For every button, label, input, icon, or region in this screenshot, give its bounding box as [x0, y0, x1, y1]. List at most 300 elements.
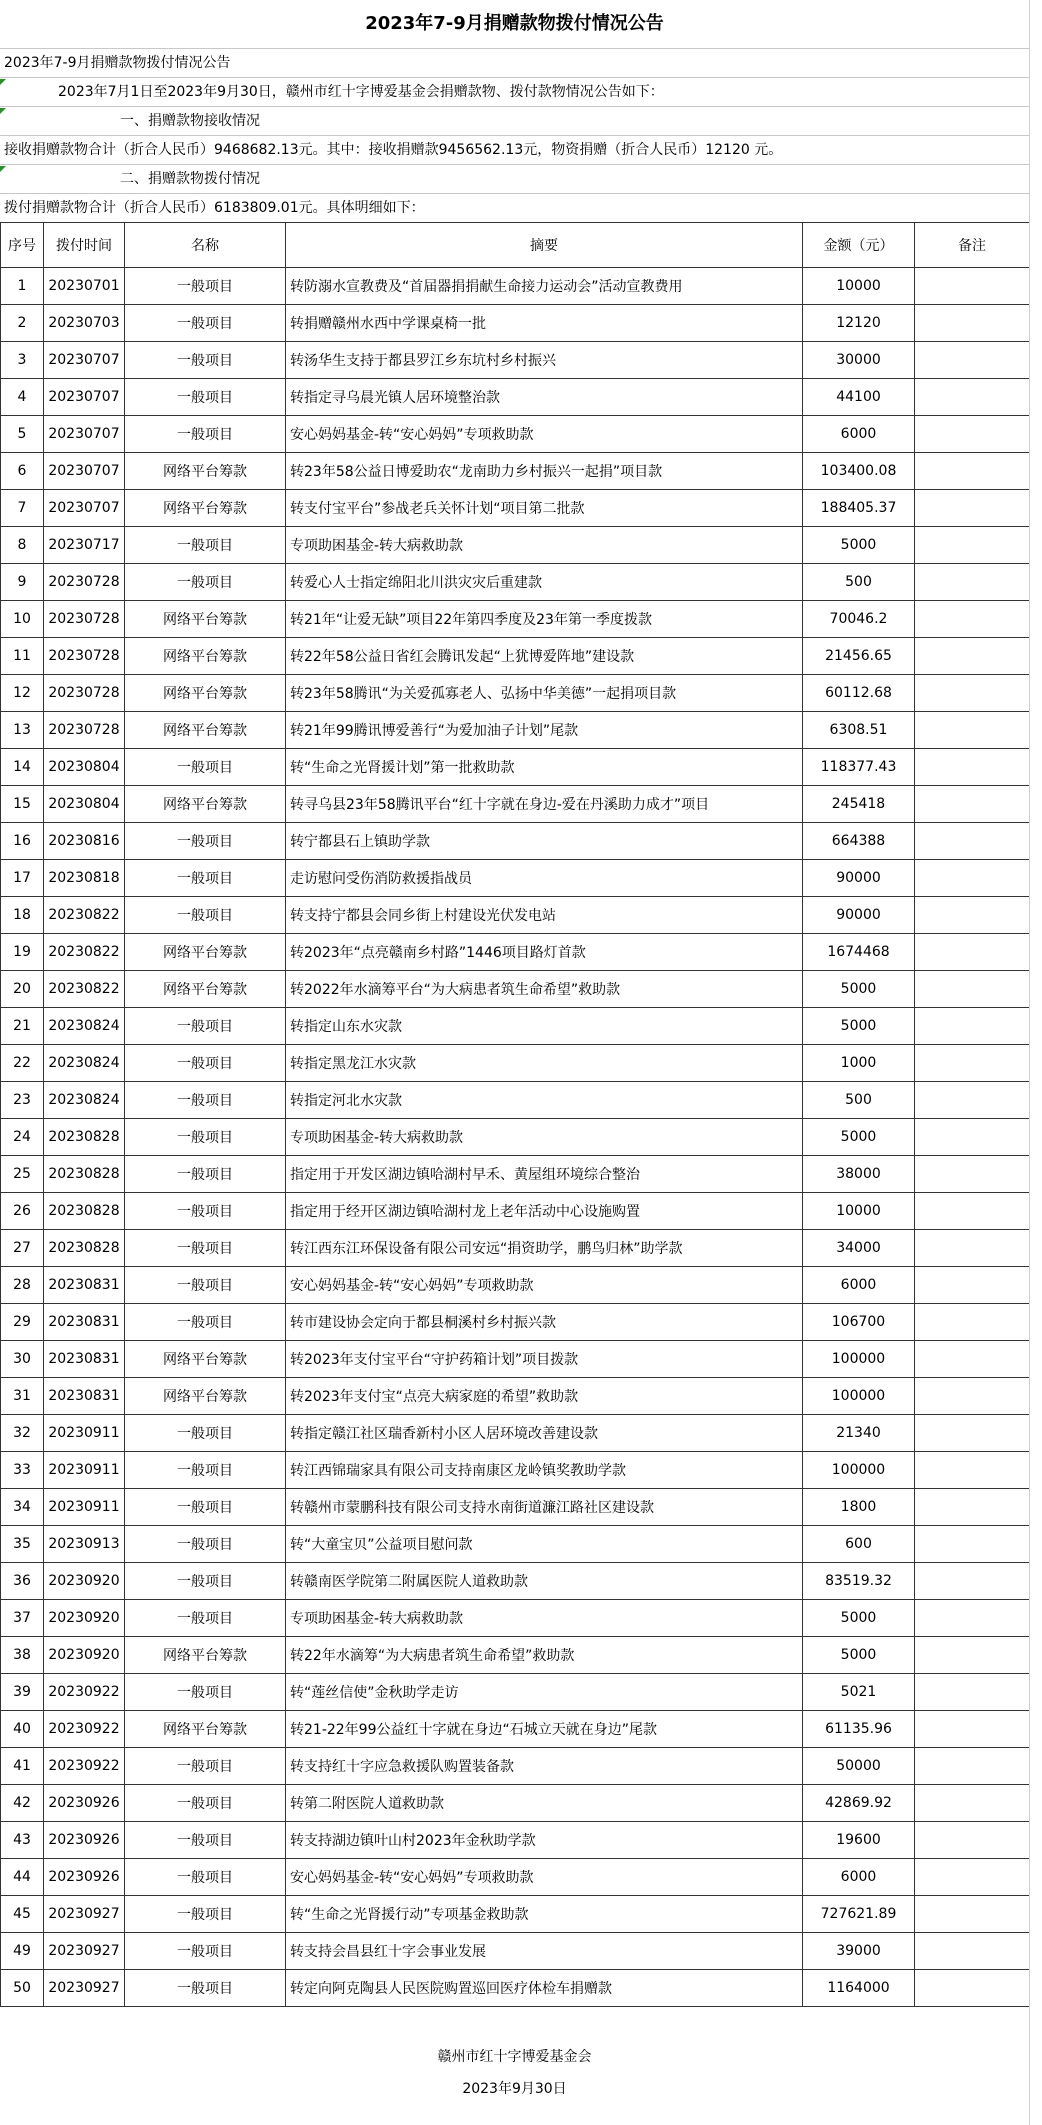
cell-index: 36	[1, 1563, 44, 1600]
cell-summary: 转江西锦瑞家具有限公司支持南康区龙岭镇奖教助学款	[286, 1452, 803, 1489]
cell-summary: 转寻乌县23年58腾讯平台“红十字就在身边-爱在丹溪助力成才”项目	[286, 786, 803, 823]
cell-name: 一般项目	[125, 823, 286, 860]
cell-summary: 转赣南医学院第二附属医院人道救助款	[286, 1563, 803, 1600]
cell-amount: 6000	[803, 1859, 915, 1896]
cell-index: 45	[1, 1896, 44, 1933]
cell-summary: 转2023年支付宝平台“守护药箱计划”项目拨款	[286, 1341, 803, 1378]
cell-amount: 50000	[803, 1748, 915, 1785]
cell-index: 29	[1, 1304, 44, 1341]
cell-amount: 44100	[803, 379, 915, 416]
cell-date: 20230717	[44, 527, 125, 564]
cell-summary: 转指定山东水灾款	[286, 1008, 803, 1045]
cell-name: 一般项目	[125, 342, 286, 379]
table-row	[1, 1082, 1030, 1119]
table-row	[1, 342, 1030, 379]
cell-summary: 转指定河北水灾款	[286, 1082, 803, 1119]
table-row	[1, 971, 1030, 1008]
cell-date: 20230927	[44, 1933, 125, 1970]
cell-date: 20230707	[44, 342, 125, 379]
cell-summary: 转支持宁都县会同乡街上村建设光伏发电站	[286, 897, 803, 934]
cell-summary: 专项助困基金-转大病救助款	[286, 527, 803, 564]
cell-amount: 1000	[803, 1045, 915, 1082]
cell-amount: 103400.08	[803, 453, 915, 490]
cell-index: 13	[1, 712, 44, 749]
cell-date: 20230816	[44, 823, 125, 860]
cell-amount: 5021	[803, 1674, 915, 1711]
cell-index: 6	[1, 453, 44, 490]
cell-summary: 安心妈妈基金-转“安心妈妈”专项救助款	[286, 1267, 803, 1304]
table-row	[1, 1822, 1030, 1859]
cell-name: 网络平台筹款	[125, 490, 286, 527]
cell-remark	[915, 1489, 1030, 1526]
table-row	[1, 268, 1030, 305]
cell-index: 18	[1, 897, 44, 934]
cell-name: 一般项目	[125, 1600, 286, 1637]
cell-remark	[915, 823, 1030, 860]
cell-remark	[915, 1526, 1030, 1563]
cell-summary: 转2022年水滴筹平台“为大病患者筑生命希望”救助款	[286, 971, 803, 1008]
cell-remark	[915, 1230, 1030, 1267]
table-row	[1, 1452, 1030, 1489]
cell-remark	[915, 379, 1030, 416]
cell-summary: 安心妈妈基金-转“安心妈妈”专项救助款	[286, 1859, 803, 1896]
cell-summary: 专项助困基金-转大病救助款	[286, 1119, 803, 1156]
cell-date: 20230828	[44, 1119, 125, 1156]
table-row	[1, 490, 1030, 527]
cell-name: 一般项目	[125, 1193, 286, 1230]
cell-date: 20230828	[44, 1230, 125, 1267]
cell-remark	[915, 1415, 1030, 1452]
table-row	[1, 1859, 1030, 1896]
cell-remark	[915, 1748, 1030, 1785]
cell-amount: 5000	[803, 1600, 915, 1637]
cell-amount: 1164000	[803, 1970, 915, 2007]
cell-summary: 转21年“让爱无缺”项目22年第四季度及23年第一季度拨款	[286, 601, 803, 638]
cell-amount: 106700	[803, 1304, 915, 1341]
table-row	[1, 1970, 1030, 2007]
cell-name: 网络平台筹款	[125, 1637, 286, 1674]
sheet-right-margin	[1029, 0, 1042, 2125]
subtitle-text: 2023年7-9月捐赠款物拨付情况公告	[4, 55, 231, 71]
cell-name: 网络平台筹款	[125, 712, 286, 749]
cell-date: 20230701	[44, 268, 125, 305]
cell-remark	[915, 527, 1030, 564]
cell-name: 一般项目	[125, 1822, 286, 1859]
table-row	[1, 379, 1030, 416]
cell-remark	[915, 1045, 1030, 1082]
header-remark: 备注	[915, 223, 1030, 268]
cell-summary: 转汤华生支持于都县罗江乡东坑村乡村振兴	[286, 342, 803, 379]
cell-amount: 61135.96	[803, 1711, 915, 1748]
cell-date: 20230707	[44, 379, 125, 416]
subtitle-line	[0, 49, 1029, 78]
cell-date: 20230728	[44, 712, 125, 749]
cell-index: 22	[1, 1045, 44, 1082]
cell-index: 39	[1, 1674, 44, 1711]
cell-summary: 转爱心人士指定绵阳北川洪灾灾后重建款	[286, 564, 803, 601]
cell-index: 23	[1, 1082, 44, 1119]
cell-date: 20230822	[44, 934, 125, 971]
cell-date: 20230831	[44, 1341, 125, 1378]
header-amount: 金额（元）	[803, 223, 915, 268]
cell-name: 一般项目	[125, 897, 286, 934]
cell-name: 一般项目	[125, 564, 286, 601]
cell-summary: 转“生命之光肾援行动”专项基金救助款	[286, 1896, 803, 1933]
cell-summary: 转“大童宝贝”公益项目慰问款	[286, 1526, 803, 1563]
cell-index: 35	[1, 1526, 44, 1563]
table-row	[1, 1711, 1030, 1748]
cell-name: 网络平台筹款	[125, 638, 286, 675]
cell-amount: 19600	[803, 1822, 915, 1859]
cell-amount: 21340	[803, 1415, 915, 1452]
cell-summary: 转支持会昌县红十字会事业发展	[286, 1933, 803, 1970]
table-row	[1, 1526, 1030, 1563]
table-row	[1, 1896, 1030, 1933]
cell-index: 40	[1, 1711, 44, 1748]
cell-name: 一般项目	[125, 416, 286, 453]
cell-amount: 10000	[803, 1193, 915, 1230]
receipt-summary-line	[0, 136, 1029, 165]
cell-remark	[915, 934, 1030, 971]
table-row	[1, 1785, 1030, 1822]
cell-index: 44	[1, 1859, 44, 1896]
cell-remark	[915, 268, 1030, 305]
cell-remark	[915, 1341, 1030, 1378]
header-date: 拨付时间	[44, 223, 125, 268]
cell-summary: 转21年99腾讯博爱善行“为爱加油子计划”尾款	[286, 712, 803, 749]
table-row	[1, 675, 1030, 712]
cell-name: 一般项目	[125, 749, 286, 786]
cell-remark	[915, 1304, 1030, 1341]
cell-name: 一般项目	[125, 305, 286, 342]
cell-name: 一般项目	[125, 1489, 286, 1526]
header-index: 序号	[1, 223, 44, 268]
cell-index: 15	[1, 786, 44, 823]
table-row	[1, 1415, 1030, 1452]
cell-amount: 6000	[803, 1267, 915, 1304]
cell-index: 14	[1, 749, 44, 786]
cell-amount: 10000	[803, 268, 915, 305]
cell-date: 20230728	[44, 564, 125, 601]
cell-date: 20230707	[44, 416, 125, 453]
table-row	[1, 527, 1030, 564]
table-row	[1, 823, 1030, 860]
intro-line	[0, 78, 1029, 107]
table-row	[1, 749, 1030, 786]
cell-name: 网络平台筹款	[125, 453, 286, 490]
cell-name: 一般项目	[125, 1785, 286, 1822]
table-row	[1, 453, 1030, 490]
cell-amount: 90000	[803, 860, 915, 897]
cell-name: 网络平台筹款	[125, 601, 286, 638]
cell-name: 一般项目	[125, 1896, 286, 1933]
table-row	[1, 1637, 1030, 1674]
disbursement-summary-text: 拨付捐赠款物合计（折合人民币）6183809.01元。具体明细如下：	[4, 200, 425, 216]
cell-name: 一般项目	[125, 1045, 286, 1082]
cell-date: 20230828	[44, 1156, 125, 1193]
cell-name: 一般项目	[125, 1933, 286, 1970]
table-row	[1, 1267, 1030, 1304]
cell-date: 20230922	[44, 1748, 125, 1785]
cell-date: 20230822	[44, 971, 125, 1008]
cell-index: 16	[1, 823, 44, 860]
cell-amount: 188405.37	[803, 490, 915, 527]
cell-index: 12	[1, 675, 44, 712]
table-row	[1, 1933, 1030, 1970]
cell-index: 27	[1, 1230, 44, 1267]
cell-index: 31	[1, 1378, 44, 1415]
cell-remark	[915, 1859, 1030, 1896]
cell-date: 20230920	[44, 1637, 125, 1674]
cell-summary: 转2023年支付宝“点亮大病家庭的希望”救助款	[286, 1378, 803, 1415]
cell-remark	[915, 490, 1030, 527]
section-heading-text: 二、捐赠款物拨付情况	[120, 171, 260, 187]
table-body	[1, 268, 1030, 2007]
cell-remark	[915, 897, 1030, 934]
cell-date: 20230911	[44, 1452, 125, 1489]
cell-remark	[915, 1637, 1030, 1674]
cell-summary: 转“生命之光肾援计划”第一批救助款	[286, 749, 803, 786]
cell-index: 25	[1, 1156, 44, 1193]
cell-date: 20230911	[44, 1489, 125, 1526]
cell-name: 网络平台筹款	[125, 934, 286, 971]
cell-amount: 1674468	[803, 934, 915, 971]
cell-remark	[915, 749, 1030, 786]
cell-date: 20230913	[44, 1526, 125, 1563]
table-row	[1, 1156, 1030, 1193]
cell-amount: 6308.51	[803, 712, 915, 749]
cell-amount: 60112.68	[803, 675, 915, 712]
cell-amount: 5000	[803, 1637, 915, 1674]
cell-remark	[915, 416, 1030, 453]
table-row	[1, 1341, 1030, 1378]
cell-name: 一般项目	[125, 1230, 286, 1267]
intro-text: 2023年7月1日至2023年9月30日，赣州市红十字博爱基金会捐赠款物、拨付款物情况公告如下：	[58, 84, 664, 100]
cell-name: 一般项目	[125, 1526, 286, 1563]
cell-name: 网络平台筹款	[125, 1378, 286, 1415]
cell-summary: 转“莲丝信使”金秋助学走访	[286, 1674, 803, 1711]
cell-date: 20230818	[44, 860, 125, 897]
cell-index: 32	[1, 1415, 44, 1452]
cell-summary: 转2023年“点亮赣南乡村路”1446项目路灯首款	[286, 934, 803, 971]
table-row	[1, 1193, 1030, 1230]
cell-amount: 5000	[803, 1008, 915, 1045]
table-row	[1, 1045, 1030, 1082]
cell-amount: 664388	[803, 823, 915, 860]
cell-remark	[915, 1452, 1030, 1489]
cell-summary: 专项助困基金-转大病救助款	[286, 1600, 803, 1637]
cell-summary: 转22年58公益日省红会腾讯发起“上犹博爱阵地”建设款	[286, 638, 803, 675]
cell-date: 20230831	[44, 1267, 125, 1304]
table-row	[1, 638, 1030, 675]
cell-remark	[915, 971, 1030, 1008]
table-row	[1, 897, 1030, 934]
cell-remark	[915, 1933, 1030, 1970]
cell-index: 11	[1, 638, 44, 675]
cell-date: 20230728	[44, 675, 125, 712]
cell-name: 一般项目	[125, 1674, 286, 1711]
cell-remark	[915, 860, 1030, 897]
cell-date: 20230703	[44, 305, 125, 342]
cell-index: 9	[1, 564, 44, 601]
cell-amount: 34000	[803, 1230, 915, 1267]
cell-amount: 42869.92	[803, 1785, 915, 1822]
cell-remark	[915, 638, 1030, 675]
disbursement-summary-line	[0, 194, 1029, 222]
cell-summary: 转捐赠赣州水西中学课桌椅一批	[286, 305, 803, 342]
cell-index: 42	[1, 1785, 44, 1822]
cell-date: 20230927	[44, 1896, 125, 1933]
cell-date: 20230922	[44, 1674, 125, 1711]
cell-date: 20230707	[44, 490, 125, 527]
cell-name: 一般项目	[125, 1156, 286, 1193]
cell-index: 30	[1, 1341, 44, 1378]
cell-index: 49	[1, 1933, 44, 1970]
cell-index: 7	[1, 490, 44, 527]
cell-name: 一般项目	[125, 527, 286, 564]
cell-remark	[915, 342, 1030, 379]
cell-date: 20230707	[44, 453, 125, 490]
cell-summary: 安心妈妈基金-转“安心妈妈”专项救助款	[286, 416, 803, 453]
table-row	[1, 1008, 1030, 1045]
header-summary: 摘要	[286, 223, 803, 268]
cell-index: 41	[1, 1748, 44, 1785]
table-row	[1, 1378, 1030, 1415]
table-row	[1, 564, 1030, 601]
cell-remark	[915, 1156, 1030, 1193]
cell-remark	[915, 601, 1030, 638]
cell-summary: 转指定赣江社区瑞香新村小区人居环境改善建设款	[286, 1415, 803, 1452]
cell-amount: 6000	[803, 416, 915, 453]
cell-date: 20230911	[44, 1415, 125, 1452]
cell-remark	[915, 1970, 1030, 2007]
cell-summary: 转市建设协会定向于都县桐溪村乡村振兴款	[286, 1304, 803, 1341]
cell-note-marker	[0, 166, 6, 172]
cell-remark	[915, 1711, 1030, 1748]
table-row	[1, 305, 1030, 342]
page-title: 2023年7-9月捐赠款物拨付情况公告	[0, 0, 1029, 49]
cell-summary: 转第二附医院人道救助款	[286, 1785, 803, 1822]
cell-index: 33	[1, 1452, 44, 1489]
cell-date: 20230831	[44, 1304, 125, 1341]
cell-index: 2	[1, 305, 44, 342]
cell-index: 34	[1, 1489, 44, 1526]
receipt-summary-text: 接收捐赠款物合计（折合人民币）9468682.13元。其中：接收捐赠款9456562.13元，物资捐赠（折合人民币）12120 元。	[4, 142, 783, 158]
cell-remark	[915, 786, 1030, 823]
cell-amount: 90000	[803, 897, 915, 934]
cell-name: 网络平台筹款	[125, 675, 286, 712]
cell-date: 20230824	[44, 1082, 125, 1119]
cell-summary: 指定用于开发区湖边镇哈湖村早禾、黄屋组环境综合整治	[286, 1156, 803, 1193]
cell-date: 20230920	[44, 1563, 125, 1600]
cell-amount: 245418	[803, 786, 915, 823]
cell-remark	[915, 1600, 1030, 1637]
cell-amount: 12120	[803, 305, 915, 342]
cell-date: 20230926	[44, 1859, 125, 1896]
cell-index: 21	[1, 1008, 44, 1045]
cell-amount: 38000	[803, 1156, 915, 1193]
cell-index: 5	[1, 416, 44, 453]
cell-amount: 100000	[803, 1452, 915, 1489]
cell-date: 20230824	[44, 1045, 125, 1082]
cell-index: 8	[1, 527, 44, 564]
cell-name: 网络平台筹款	[125, 1711, 286, 1748]
cell-summary: 转支持红十字应急救援队购置装备款	[286, 1748, 803, 1785]
cell-name: 一般项目	[125, 860, 286, 897]
section-heading-disbursement	[0, 165, 1029, 194]
cell-amount: 21456.65	[803, 638, 915, 675]
cell-amount: 5000	[803, 1119, 915, 1156]
cell-summary: 转定向阿克陶县人民医院购置巡回医疗体检车捐赠款	[286, 1970, 803, 2007]
cell-name: 一般项目	[125, 1970, 286, 2007]
footer-date: 2023年9月30日	[462, 2081, 567, 2097]
cell-date: 20230804	[44, 786, 125, 823]
cell-remark	[915, 1378, 1030, 1415]
cell-note-marker	[0, 79, 6, 85]
cell-name: 一般项目	[125, 1859, 286, 1896]
table-row	[1, 860, 1030, 897]
cell-remark	[915, 1563, 1030, 1600]
cell-amount: 1800	[803, 1489, 915, 1526]
cell-name: 一般项目	[125, 1008, 286, 1045]
cell-summary: 转支付宝平台”参战老兵关怀计划“项目第二批款	[286, 490, 803, 527]
cell-name: 一般项目	[125, 1304, 286, 1341]
cell-amount: 100000	[803, 1341, 915, 1378]
cell-remark	[915, 1896, 1030, 1933]
cell-name: 一般项目	[125, 1082, 286, 1119]
table-row	[1, 1674, 1030, 1711]
disbursement-table	[0, 222, 1030, 2007]
cell-index: 1	[1, 268, 44, 305]
cell-remark	[915, 453, 1030, 490]
section-heading-text: 一、捐赠款物接收情况	[120, 113, 260, 129]
cell-index: 37	[1, 1600, 44, 1637]
cell-summary: 转江西东江环保设备有限公司安远“捐资助学，鹏鸟归林”助学款	[286, 1230, 803, 1267]
cell-date: 20230828	[44, 1193, 125, 1230]
cell-name: 一般项目	[125, 1563, 286, 1600]
cell-date: 20230804	[44, 749, 125, 786]
cell-amount: 39000	[803, 1933, 915, 1970]
cell-summary: 指定用于经开区湖边镇哈湖村龙上老年活动中心设施购置	[286, 1193, 803, 1230]
cell-index: 10	[1, 601, 44, 638]
cell-summary: 转宁都县石上镇助学款	[286, 823, 803, 860]
cell-remark	[915, 712, 1030, 749]
cell-remark	[915, 1822, 1030, 1859]
cell-remark	[915, 1119, 1030, 1156]
table-row	[1, 1304, 1030, 1341]
cell-amount: 727621.89	[803, 1896, 915, 1933]
cell-name: 一般项目	[125, 1267, 286, 1304]
cell-remark	[915, 1082, 1030, 1119]
cell-index: 26	[1, 1193, 44, 1230]
cell-date: 20230920	[44, 1600, 125, 1637]
cell-amount: 500	[803, 564, 915, 601]
cell-amount: 83519.32	[803, 1563, 915, 1600]
cell-remark	[915, 1674, 1030, 1711]
cell-name: 一般项目	[125, 1452, 286, 1489]
cell-note-marker	[0, 108, 6, 114]
cell-amount: 118377.43	[803, 749, 915, 786]
cell-date: 20230822	[44, 897, 125, 934]
cell-index: 24	[1, 1119, 44, 1156]
cell-index: 20	[1, 971, 44, 1008]
cell-amount: 5000	[803, 971, 915, 1008]
header-name: 名称	[125, 223, 286, 268]
table-row	[1, 934, 1030, 971]
cell-summary: 转22年水滴筹“为大病患者筑生命希望”救助款	[286, 1637, 803, 1674]
cell-remark	[915, 305, 1030, 342]
table-row	[1, 786, 1030, 823]
